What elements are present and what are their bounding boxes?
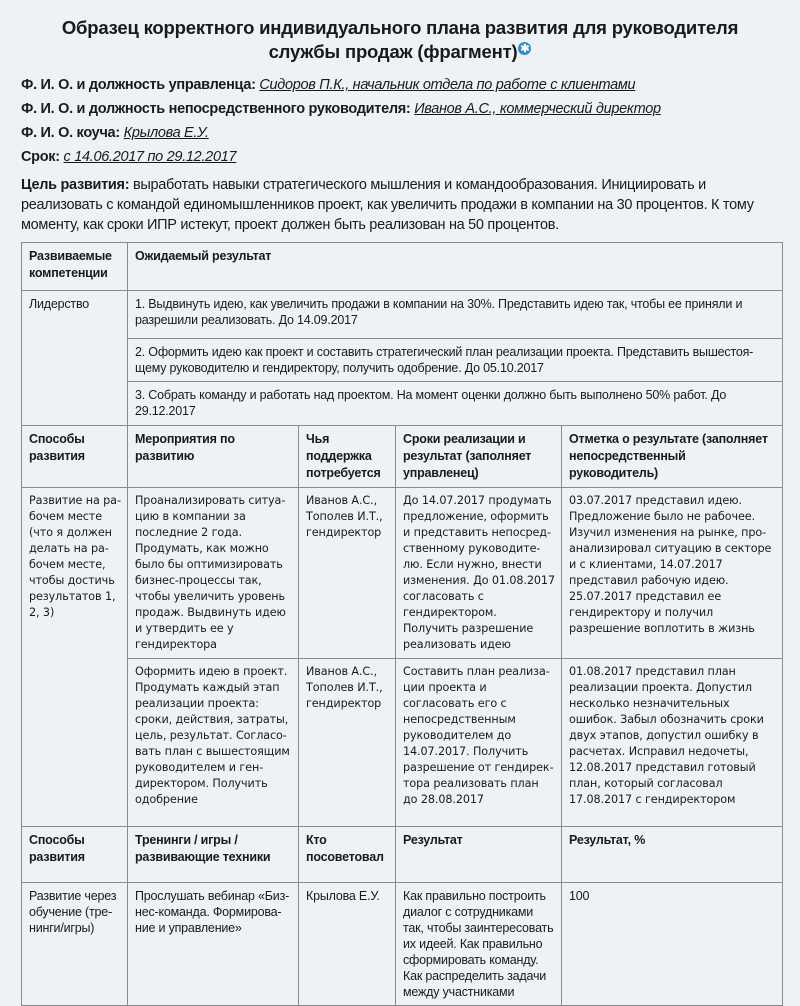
meta-label: Ф. И. О. и должность непосредственного руководителя: xyxy=(21,101,411,117)
meta-value: Иванов А.С., коммерческий директор xyxy=(414,101,661,117)
meta-value: Крылова Е.У. xyxy=(123,125,209,141)
document-title xyxy=(0,16,800,64)
development-plan-table xyxy=(21,242,783,1006)
development-goal xyxy=(21,175,781,235)
support-cell: Иванов А.С., Тополев И.Т., гендиректор xyxy=(299,659,396,827)
result-cell: Как правильно построить диалог с сотрудниками так, чтобы заинтересовать их идеей. Как правильно сформировать команду. Как распределить задачи между участниками xyxy=(396,883,562,1006)
header-result-percent: Результат, % xyxy=(562,827,783,883)
header-trainings: Тренинги / игры / развивающие техники xyxy=(128,827,299,883)
competence-cell: Лидерство xyxy=(22,291,128,426)
table-row xyxy=(22,243,783,291)
meta-supervisor xyxy=(21,100,661,118)
footnote-asterisk-icon[interactable]: ✱ xyxy=(520,43,530,55)
header-expected-result: Ожидаемый результат xyxy=(128,243,783,291)
header-advisor: Кто посоветовал xyxy=(299,827,396,883)
method-cell: Развитие через обучение (тренинги/игры) xyxy=(22,883,128,1006)
mark-cell: 01.08.2017 представил план реализации проекта. Допустил несколько незначительных ошибок. Забыл обозначить сроки двух этапов, допустил ошибку в расчетах. Исправил недочеты, 12.08.2017 представил готовый план, который согласовал 17.08.2017 с гендиректором xyxy=(562,659,783,827)
support-cell: Иванов А.С., Тополев И.Т., гендиректор xyxy=(299,488,396,659)
percent-cell: 100 xyxy=(562,883,783,1006)
deadline-cell: До 14.07.2017 продумать предложение, оформить и представить непосредственному руководителю. Если нужно, внести изменения. До 01.08.2017 согласовать с гендиректором. Получить разрешение реализовать идею xyxy=(396,488,562,659)
header-methods: Способы развития xyxy=(22,426,128,488)
title-line-1: Образец корректного индивидуального плана развития для руководителя xyxy=(61,17,739,38)
goal-label: Цель развития: xyxy=(21,177,130,193)
deadline-cell: Составить план реализации проекта и согласовать его с непосредственным руководителем до 14.07.2017. Получить разрешение от гендиректора реализовать план до 28.08.2017 xyxy=(396,659,562,827)
table-row xyxy=(22,488,783,659)
result-cell: 2. Оформить идею как проект и составить стратегический план реализации проекта. Представить вышестоящему руководителю и гендиректору, получить одобрение. До 05.10.2017 xyxy=(128,339,783,382)
meta-label: Ф. И. О. коуча: xyxy=(21,125,120,141)
header-methods: Способы развития xyxy=(22,827,128,883)
meta-coach xyxy=(21,124,209,142)
table-row xyxy=(22,659,783,827)
meta-period xyxy=(21,148,236,166)
activity-cell: Проанализировать ситуацию в компании за последние 2 года. Продумать, как можно было бы оптимизировать бизнес-процессы так, чтобы увеличить уровень продаж. Выдвинуть идею и утвердить ее у гендиректора xyxy=(128,488,299,659)
table-row xyxy=(22,291,783,339)
table-row xyxy=(22,426,783,488)
mark-cell: 03.07.2017 представил идею. Предложение было не рабочее. Изучил изменения на рынке, проанализировал ситуацию в секторе и с клиентами, 14.07.2017 представил рабочую идею. 25.07.2017 представил ее гендиректору и получил разрешение воплотить в жизнь xyxy=(562,488,783,659)
method-cell: Развитие на рабочем месте (что я должен делать на рабочем месте, чтобы достичь результатов 1, 2, 3) xyxy=(22,488,128,827)
meta-label: Срок: xyxy=(21,149,60,165)
header-support: Чья поддержка потребуется xyxy=(299,426,396,488)
meta-label: Ф. И. О. и должность управленца: xyxy=(21,77,256,93)
table-row xyxy=(22,827,783,883)
table-row xyxy=(22,883,783,1006)
header-mark: Отметка о результате (заполняет непосредственный руководитель) xyxy=(562,426,783,488)
meta-value: Сидоров П.К., начальник отдела по работе с клиентами xyxy=(259,77,636,93)
header-deadlines: Сроки реализации и результат (заполняет управленец) xyxy=(396,426,562,488)
header-result: Результат xyxy=(396,827,562,883)
table-row xyxy=(22,339,783,382)
header-activities: Мероприятия по развитию xyxy=(128,426,299,488)
advisor-cell: Крылова Е.У. xyxy=(299,883,396,1006)
activity-cell: Оформить идею в проект. Продумать каждый этап реализации проекта: сроки, действия, затраты, цель, результат. Согласовать план с вышестоящим руководителем и гендиректором. Получить одобрение xyxy=(128,659,299,827)
header-competencies: Развиваемые компетенции xyxy=(22,243,128,291)
table-row xyxy=(22,382,783,426)
result-cell: 1. Выдвинуть идею, как увеличить продажи в компании на 30%. Представить идею так, чтобы ее приняли и разрешили реализовать. До 14.09.2017 xyxy=(128,291,783,339)
training-cell: Прослушать вебинар «Бизнес-команда. Формирование и управление» xyxy=(128,883,299,1006)
meta-manager xyxy=(21,76,635,94)
goal-text: выработать навыки стратегического мышления и командообразования. Инициировать и реализовать с командой единомышленников проект, как увеличить продажи в компании на 30 процентов. К тому моменту, как сроки ИПР истекут, проект должен быть реализован на 50 процентов. xyxy=(21,177,754,233)
meta-value: с 14.06.2017 по 29.12.2017 xyxy=(63,149,237,165)
title-line-2: службы продаж (фрагмент) xyxy=(268,41,518,62)
result-cell: 3. Собрать команду и работать над проектом. На момент оценки должно быть выполнено 50% работ. До 29.12.2017 xyxy=(128,382,783,426)
